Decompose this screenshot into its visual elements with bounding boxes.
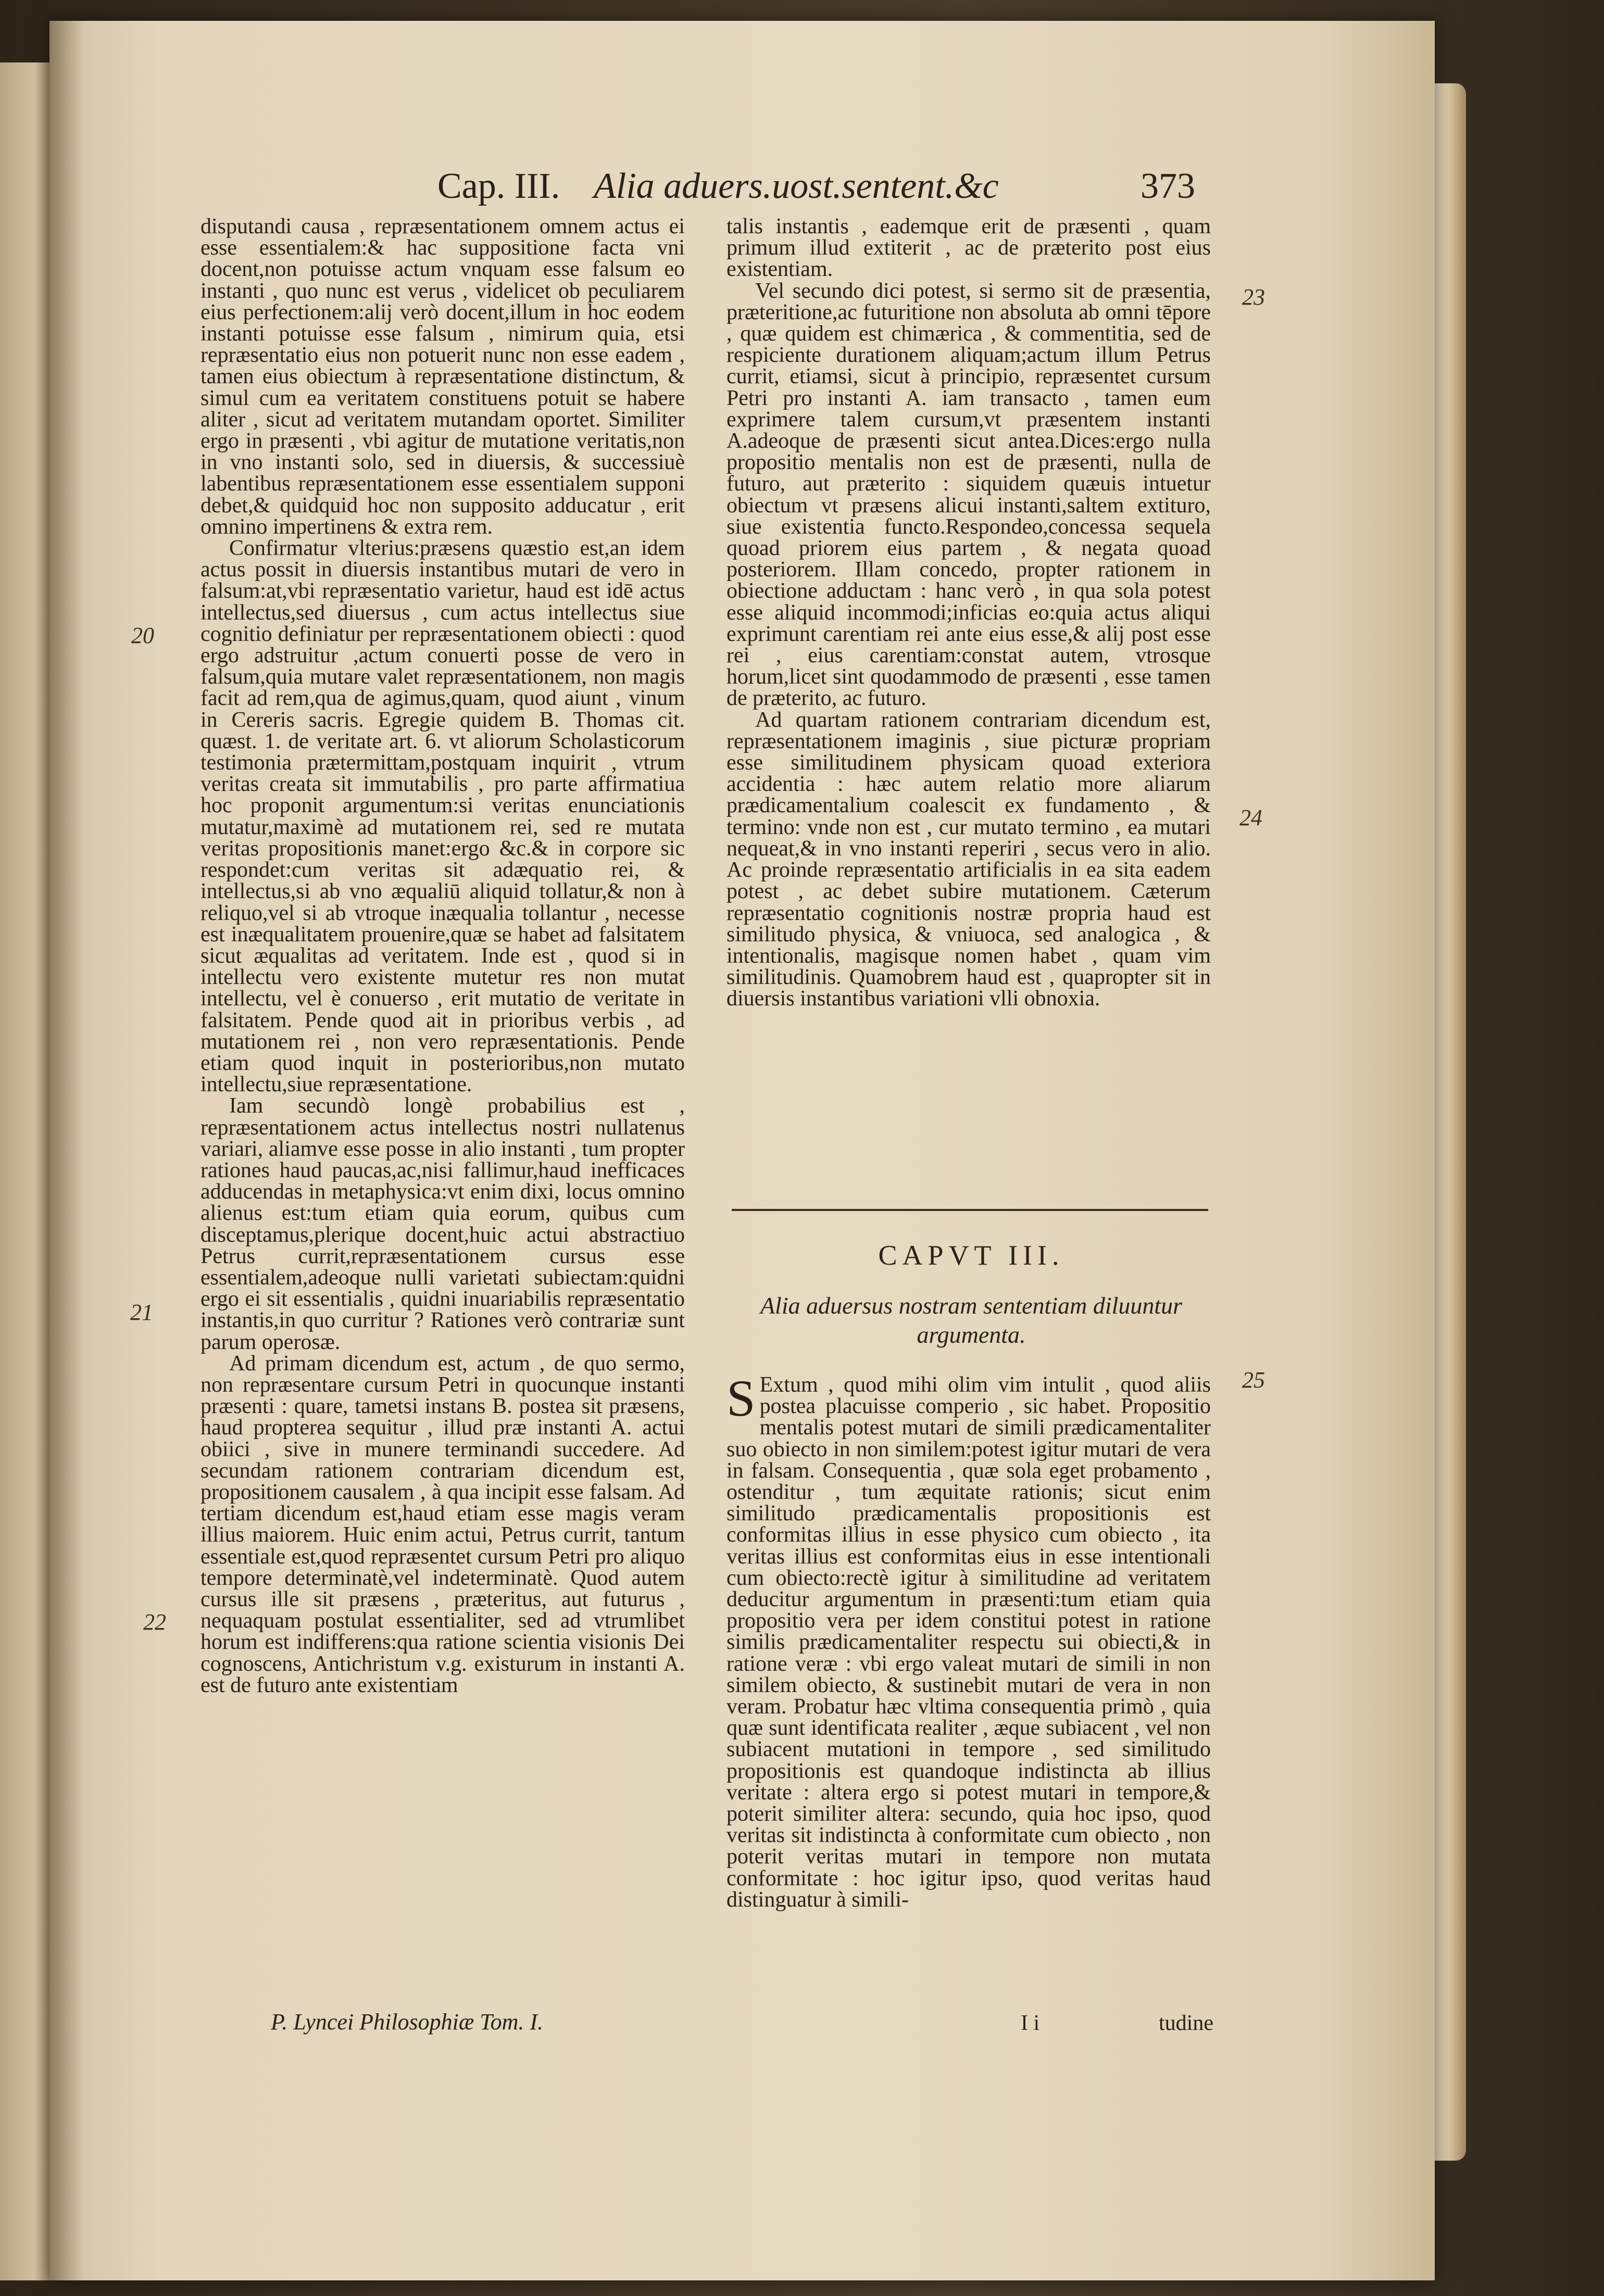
footer-book-title: P. Lyncei Philosophiæ Tom. I. [271,2009,544,2035]
marginal-number: 21 [130,1300,153,1325]
marginal-number: 24 [1239,805,1262,830]
marginal-number: 23 [1242,284,1265,310]
chapter-body-text: Extum , quod mihi olim vim intulit , quod aliis postea placuisse comperio , sic habet. Propositio mentalis potest mutari de simili prædicamentaliter suo obiecto in non similem:potest igitur mutari de vera in falsam. Consequentia , quæ sola eget probamento , ostenditur , tum æquitate rationis; sicut enim similitudo prædicamentalis propositionis est conformitas illius in esse physico cum obiecto , ita veritas illius est conformitas eius in esse intentionali cum obiecto:rectè igitur à similitudine ad veritatem deducitur argumentum in præsenti:tum etiam quia propositio vera per idem constitui potest in ratione similis prædicamentaliter respectu sui obiecti,& in ratione veræ : vbi ergo valeat mutari de simili in non similem obiecto, & sustinebit mutari de vera in non veram. Probatur hæc vltima consequentia primò , quia quæ sunt identificata realiter , æque subiacent , vel non subiacent mutationi in tempore , sed similitudo propositionis est quandoque indistincta ab illius veritate : altera ergo si potest mutari in tempore,& poterit similiter altera: secundo, quia hoc ipso, quod veritas sit indistincta à conformitate cum obiecto , non poterit veritas mutari in tempore non mutata conformitate : hoc igitur ipso, quod veritas haud distinguatur à simili- [726,1373,1211,1912]
paragraph: Ad quartam rationem contrariam dicendum est, repræsentationem imaginis , siue picturæ propriam esse similitudinem physicam quoad exteriora accidentia : hæc autem relatio more aliarum prædicamentalium coalescit ex fundamento , & termino: vnde non est , cur mutato termino , ea mutari nequeat,& in vno instanti reperiri , secus vero in alio. Ac proinde repræsentatio artificialis in ea sita eadem potest , ac debet subire mutationem. Cæterum repræsentatio cognitionis nostræ propria haud est similitudo physica, & vniuoca, sed analogica , & intentionalis, magisque nomen habet , quam vim similitudinis. Quamobrem haud est , quapropter sit in diuersis instantibus variationi vlli obnoxia. [726,708,1211,1011]
paragraph: Confirmatur vlterius:præsens quæstio est,an idem actus possit in diuersis instantibus mutari de vero in falsum:at,vbi repræsentatio varietur, haud est idē actus intellectus,sed diuersus , cum actus intellectus siue cognitio definiatur per repræsentationem obiecti : quod ergo adstruitur ,actum conuerti posse de vero in falsum,quia mutare valet repræsentationem, non magis facit ad rem,qua de agimus,quam, quod aiunt , vinum in Cereris sacris. Egregie quidem B. Thomas cit. quæst. 1. de veritate art. 6. vt aliorum Scholasticorum testimonia prætermittam,postquam inquirit , vtrum veritas creata sit immutabilis , pro parte affirmatiua hoc proponit argumentum:si veritas enunciationis mutatur,maximè ad mutationem rei, sed re mutata veritas propositionis manet:ergo &c.& in corpore sic respondet:cum veritas sit adæquatio rei, & intellectus,si ab vno æqualiū aliquid tollatur,& non à reliquo,vel si ab vtroque inæqualia tollantur , necesse est inæqualitatem prouenire,quæ se habet ad falsitatem sicut æqualitas ad veritatem. Inde est , quod si in intellectu vero existente mutetur res non mutat intellectu, vel è conuerso , erit mutatio de veritate in falsitatem. Pende quod ait in prioribus verbis , ad mutationem rei , non vero repræsentationis. Pende etiam quod inquit in posterioribus,non mutato intellectu,siue repræsentatione. [200,536,685,1097]
paragraph: Vel secundo dici potest, si sermo sit de præsentia, præteritione,ac futuritione non absoluta ab omni tēpore , quæ quidem est chimærica , & commentitia, sed de respiciente durationem aliquam;actum illum Petrus currit, etiamsi, sicut à principio, repræsentet cursum Petri pro instanti A. iam transacto , tamen eum exprimere talem cursum,vt præsentem instanti A.adeoque de præsenti sicut antea.Dices:ergo nulla propositio mentalis non est de præsenti, nulla de futuro, aut præterito : siquidem quæuis intuetur obiectum vt præsens alicui instanti,saltem extituro, siue existentia functo.Respondeo,concessa sequela quoad priorem eius partem , & negata quoad posteriorem. Illam concedo, propter rationem in obiectione adductam : hanc verò , in qua sola potest esse aliquid incommodi;inficias eo:quia actus aliqui exprimunt carentiam rei ante eius esse,& alij post esse rei , eius carentiam:constat autem, vtrosque horum,licet sint quodammodo de præsenti , esse tamen de præterito, ac futuro. [726,279,1211,711]
paragraph: talis instantis , eademque erit de præsenti , quam primum illud extiterit , ac de præterito post eius existentiam. [726,215,1211,282]
marginal-number: 20 [131,623,154,648]
page-number: 373 [1141,166,1195,206]
chapter-subtitle: Alia aduersus nostram sententiam diluuntur argumenta. [760,1292,1183,1348]
marginal-number: 25 [1242,1367,1265,1393]
chapter-divider-rule [732,1209,1208,1211]
drop-cap: S [726,1369,756,1427]
left-column [200,216,685,1696]
footer-catchword: tudine [1159,2011,1213,2035]
chapter-body [726,1369,1211,1912]
marginal-number: 22 [143,1609,166,1635]
paragraph: Ad primam dicendum est, actum , de quo sermo, non repræsentare cursum Petri in quocunque instanti præsenti : quare, tametsi instans B. postea sit præsens, haud propterea sequitur , illud præ instanti A. actui obiici , sive in munere terminandi succedere. Ad secundam rationem contrariam dicendum est, propositionem causalem , à qua incipit esse falsam. Ad tertiam dicendum est,haud etiam esse magis veram illius maiorem. Huic enim actui, Petrus currit, tantum essentiale est,quod repræsentet cursum Petri pro aliquo tempore determinatè,vel indeterminatè. Quod autem cursus ille sit præsens , præteritus, aut futurus , nequaquam postulat essentialiter, sed ad vtrumlibet horum est indifferens:qua ratione scientia visionis Dei cognoscens, Antichristum v.g. existurum in instanti A. est de futuro ante existentiam [200,1351,685,1697]
header-chapter: Cap. III. [437,166,560,206]
right-column [726,216,1211,1010]
footer-signature-mark: I i [1021,2011,1040,2035]
header-running-title: Alia aduers.uost.sentent.&c [594,166,999,206]
paragraph: disputandi causa , repræsentationem omnem actus ei esse essentialem:& hac suppositione facta vni docent,non potuisse actum vnquam esse falsum eo instanti , quo nunc est verus , videlicet ob peculiarem eius perfectionem:alij verò docent,illum in hoc eodem instanti potuisse esse falsum , nimirum quia, etsi repræsentatio eius non potuerit nunc non esse eadem , tamen eius obiectum à repræsentatione distinctum, & simul cum ea veritatem constituens potuit se habere aliter , sicut ad veritatem mutandam oportet. Similiter ergo in præsenti , vbi agitur de mutatione veritatis,non in vno instanti solo, sed in diuersis, & successiuè labentibus repræsentationem esse essentialem supponi debet,& quidquid hoc non supposito adducatur , erit omnino impertinens & extra rem. [200,215,685,539]
chapter-heading: CAPVT III. [878,1240,1064,1271]
paragraph: Iam secundò longè probabilius est , repræsentationem actus intellectus nostri nullatenus variari, aliamve esse posse in alio instanti , tum propter rationes haud paucas,ac,nisi fallimur,haud inefficaces adducendas in metaphysica:vt enim dixi, locus omnino alienus est:tum etiam quia eorum, quibus cum disceptamus,plerique docent,huic actui abstractiuo Petrus currit,repræsentationem cursus esse essentialem,adeoque nulli varietati subiectam:quidni ergo ei sit essentialis , quidni inuariabilis repræsentatio instantis,in quo curritur ? Rationes verò contrariæ sunt parum operosæ. [200,1094,685,1354]
facing-page-edge [0,62,49,2280]
